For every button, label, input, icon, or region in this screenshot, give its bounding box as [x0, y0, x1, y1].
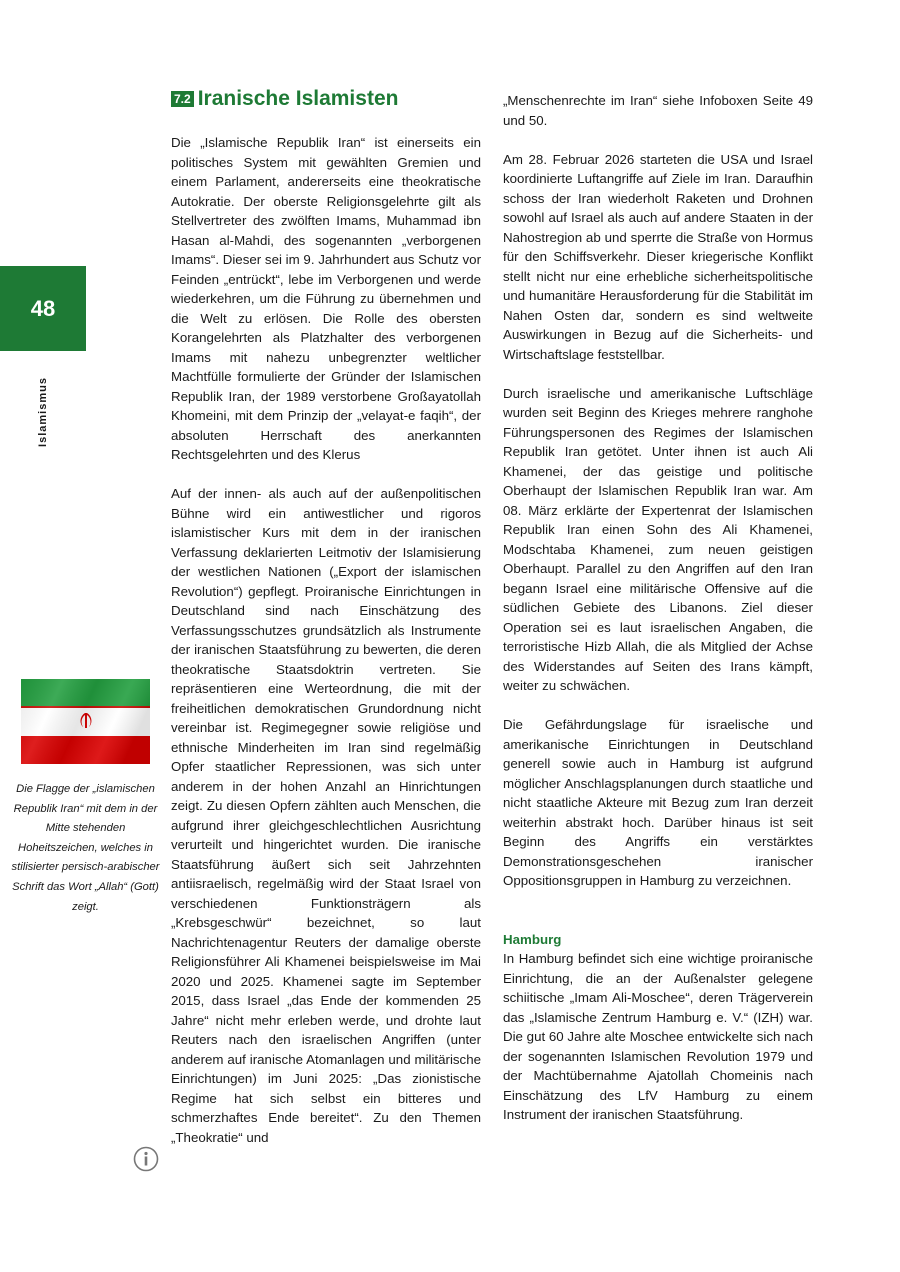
iran-flag-icon — [21, 679, 150, 764]
section-label-text: Islamismus — [37, 377, 49, 447]
paragraph: Die Gefährdungslage für israelische und amerikanische Einrichtungen in Deutschland generell sowie auch in Hamburg ist aufgrund möglicher Anschlagsplanungen durch staatliche und nicht staatliche Akteure mit Bezug zum Iran derzeit weiterhin abstrakt hoch. Darüber hinaus ist seit Beginn des Angriffs ein verstärktes Demonstrationsgeschehen iranischer Oppositionsgruppen in Hamburg zu verzeichnen. — [503, 717, 813, 888]
paragraph: Am 28. Februar 2026 starteten die USA und Israel koordinierte Luftangriffe auf Ziele im Iran. Daraufhin schoss der Iran wiederholt Raketen und Drohnen sowohl auf Israel als auch auf andere Staaten in der Nahostregion ab und sperrte die Straße von Hormus für den Schiffsverkehr. Dieser kriegerische Konflikt stellt nicht nur eine erhebliche sicherheitspolitische und humanitäre Herausforderung für die Stabilität im Nahen Osten dar, sondern es sind weltweite Auswirkungen in Bezug auf die Sicherheits- und Wirtschaftslage feststellbar. — [503, 151, 813, 362]
section-heading — [171, 88, 481, 110]
left-column — [171, 88, 481, 1167]
paragraph: Die „Islamische Republik Iran“ ist einerseits ein politisches System mit gewählten Gremien und einem Parlament, andererseits eine theokratische Autokratie. Der oberste Religionsgelehrte gilt als Stellvertreter des zwölften Imams, Muhammad ibn Hasan al-Mahdi, des sogenannten „verborgenen Imams“. Dieser sei im 9. Jahrhundert aus Schutz vor Feinden „entrückt“, lebe im Verborgenen und werde wiederkehren, um die Führung zu übernehmen und die Welt zu erlösen. Die Rolle des obersten Korangelehrten als Platzhalter des verborgenen Imams mit nahezu unbegrenzter weltlicher Machtfülle formulierte der Gründer der Islamischen Republik Iran, der 1989 verstorbene Großayatollah Khomeini, mit dem Prinzip der „velayat-e faqih“, der absoluten Herrschaft des anerkannten Rechtsgelehrten und des Klerus — [171, 135, 481, 462]
paragraph: Auf der innen- als auch auf der außenpolitischen Bühne wird ein antiwestlicher und rigoros islamistischer Kurs mit dem in der iranischen Verfassung deklarierten Leitmotiv der Islamisierung der westlichen Nationen („Export der islamischen Revolution“) gepflegt. Proiranische Einrichtungen in Deutschland sind nach Einschätzung des Verfassungsschutzes grundsätzlich als Instrumente der iranischen Staatsführung zu bewerten, die deren theokratische Staatsdoktrin vertreten. Sie repräsentieren eine Werteordnung, die mit der freiheitlichen demokratischen Grundordnung nicht vereinbar ist. Regimegegner sowie religiöse und ethnische Minderheiten im Iran sind regelmäßig Opfer staatlicher Repressionen, was sich unter anderem in der hohen Anzahl an Hinrichtungen zeigt. Zu diesen Opfern zählten auch Menschen, die aufgrund ihrer gleichgeschlechtlichen Ausrichtung verurteilt und hingerichtet wurden. Die iranische Staatsführung äußert sich seit Jahrzehnten antiisraelisch, regelmäßig wird der Staat Israel von verschiedenen Funktionsträgern als „Krebsgeschwür“ bezeichnet, so laut Nachrichtenagentur Reuters der damalige oberste Religionsführer Ali Khamenei beispielsweise im Mai 2020 und 2025. Khamenei sagte im September 2015, dass Israel „das Ende der kommenden 25 Jahre“ nicht mehr erleben werde, und drohte laut Reuters nach den israelischen Angriffen (unter anderem auf iranische Atomanlagen und militärische Einrichtungen) im Juni 2025: „Das zionistische Regime hat sich selbst ein bitteres und schmerzhaftes Ende bereitet“. Zu den Themen „Theokratie“ und — [171, 486, 481, 1145]
page-number: 48 — [30, 295, 56, 321]
right-column — [503, 91, 813, 1125]
paragraph: In Hamburg befindet sich eine wichtige proiranische Einrichtung, die an der Außenalster gelegene schiitische „Imam Ali-Moschee“, deren Trägerverein das „Islamische Zentrum Hamburg e. V.“ (IZH) war. Die gut 60 Jahre alte Moschee entwickelte sich nach der sogenannten Islamischen Revolution 1979 und der Machtübernahme Ajatollah Chomeinis nach Einschätzung des LfV Hamburg zu einem Instrument der iranischen Staatsführung. — [503, 951, 813, 1122]
page-number-tab — [0, 266, 86, 351]
paragraph: Durch israelische und amerikanische Luftschläge wurden seit Beginn des Krieges mehrere ranghohe Führungspersonen des Regimes der Islamischen Republik Iran getötet. Unter ihnen ist auch Ali Khamenei, der das geistige und politische Oberhaupt der Islamischen Republik Iran war. Am 08. März erklärte der Expertenrat der Islamischen Republik Iran einen Sohn des Ali Khamenei, Modschtaba Khamenei, zum neuen geistigen Oberhaupt. Parallel zu den Angriffen auf den Iran begann Israel eine militärische Offensive auf die südlichen Gebiete des Libanons. Ziel dieser Operation sei es laut israelischen Angaben, die terroristische Hizb Allah, die als Mitglied der Achse des Widerstandes auf Seiten des Irans kämpft, weiter zu schwächen. — [503, 385, 813, 693]
paragraph: „Menschenrechte im Iran“ siehe Infoboxen Seite 49 und 50. — [503, 93, 813, 128]
flag-caption: Die Flagge der „islamischen Republik Iran“ mit dem in der Mitte stehenden Hoheitszeichen, welches in stilisierter persisch-arabischer Schrift das Wort „Allah“ (Gott) zeigt. — [11, 783, 160, 913]
iran-flag-image — [21, 679, 150, 764]
section-number: 7.2 — [171, 91, 194, 107]
section-label — [36, 372, 50, 452]
info-circle-icon — [133, 1146, 159, 1172]
subheading-hamburg: Hamburg — [503, 931, 562, 947]
section-title: Iranische Islamisten — [197, 87, 399, 110]
